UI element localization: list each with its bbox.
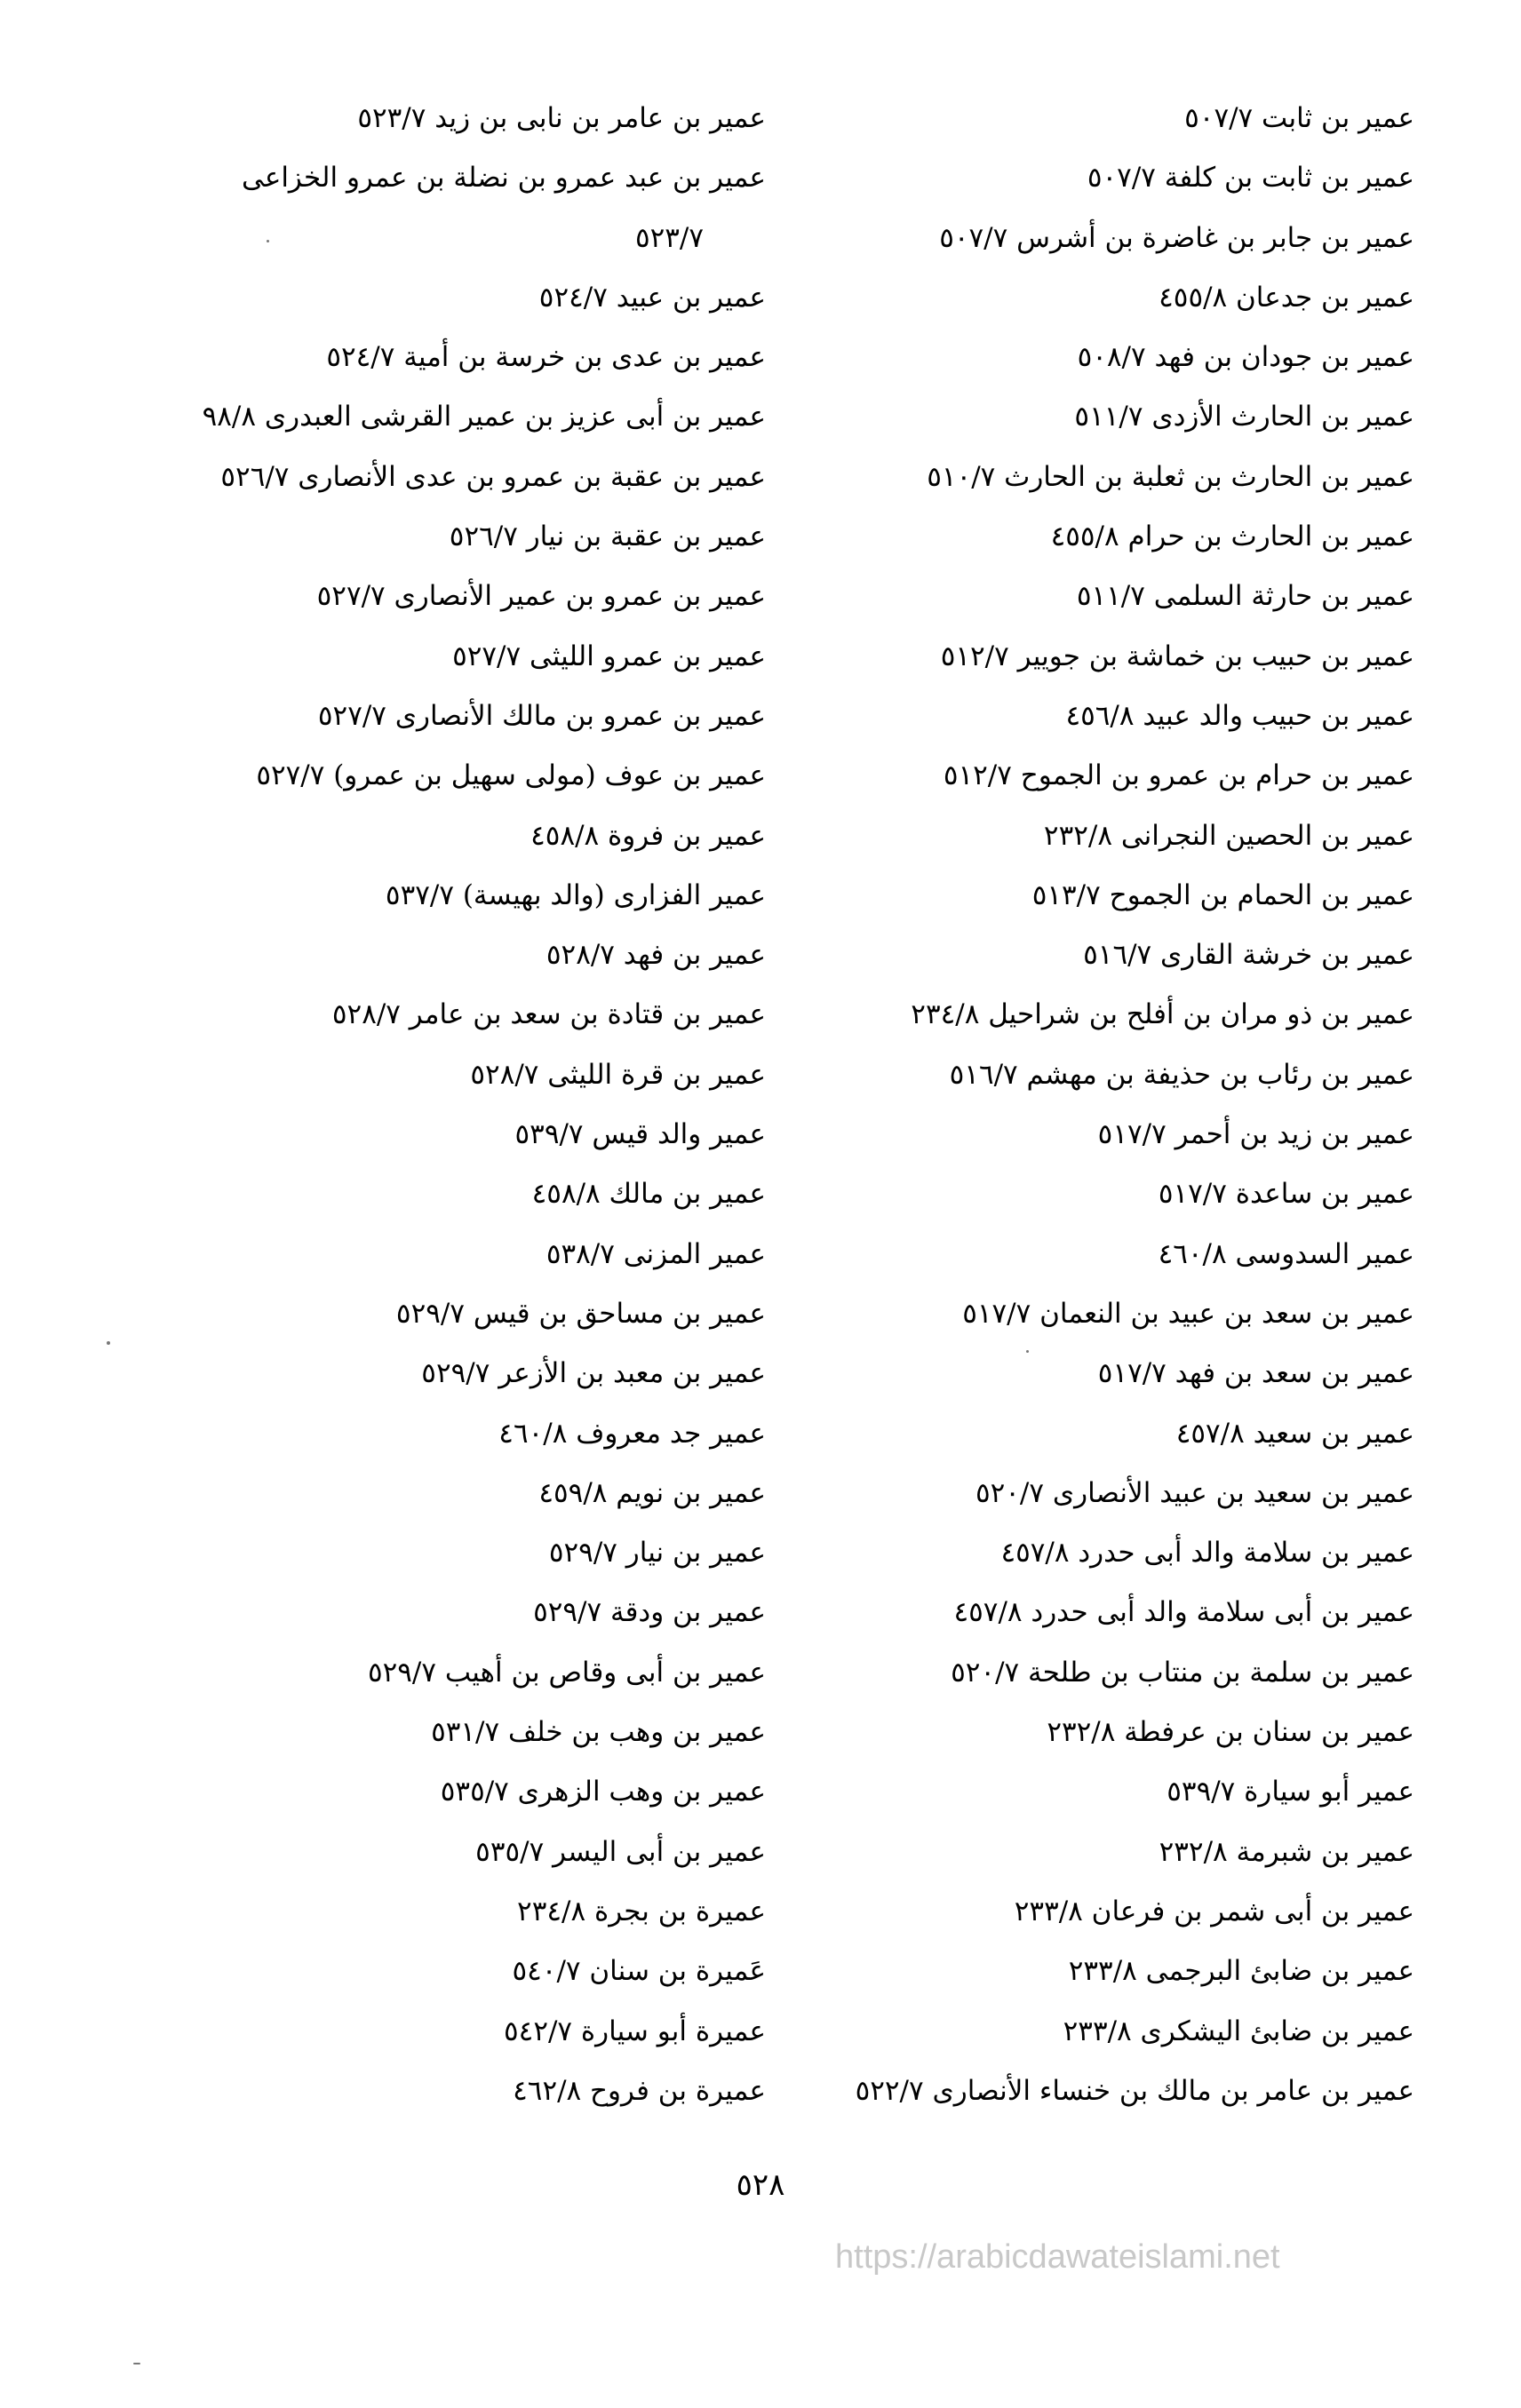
index-entry: عمير بن سعد بن عبيد بن النعمان ٥١٧/٧ <box>962 1297 1414 1330</box>
index-entry: عمير السدوسى ٤٦٠/٨ <box>1158 1237 1414 1270</box>
index-entry: عمير الفزارى (والد بهيسة) ٥٣٧/٧ <box>385 878 766 911</box>
index-entry: عمير بن عدى بن خرسة بن أمية ٥٢٤/٧ <box>326 341 766 374</box>
index-entry: عمير بن ضابئ البرجمى ٢٣٣/٨ <box>1068 1955 1414 1988</box>
index-entry: عمير بن فهد ٥٢٨/٧ <box>545 939 766 972</box>
index-entry: عمير بن سنان بن عرفطة ٢٣٢/٨ <box>1047 1716 1414 1749</box>
index-entry: عمير بن سعيد ٤٥٧/٨ <box>1175 1417 1414 1450</box>
index-entry: عمير بن سعد بن فهد ٥١٧/٧ <box>1097 1357 1414 1390</box>
index-entry: عمير بن أبى سلامة والد أبى حدرد ٤٥٧/٨ <box>953 1596 1414 1629</box>
site-watermark: https://arabicdawateislami.net <box>835 2238 1280 2276</box>
index-entry: عمير بن رئاب بن حذيفة بن مهشم ٥١٦/٧ <box>949 1058 1414 1091</box>
index-entry: عمير بن سلمة بن منتاب بن طلحة ٥٢٠/٧ <box>951 1656 1414 1689</box>
index-entry: عمير بن مالك ٤٥٨/٨ <box>531 1178 766 1211</box>
index-entry: عمير بن أبى اليسر ٥٣٥/٧ <box>475 1835 766 1868</box>
index-entry: عمير بن عوف (مولى سهيل بن عمرو) ٥٢٧/٧ <box>256 759 766 792</box>
index-entry: عمير بن الحارث الأزدى ٥١١/٧ <box>1074 401 1414 433</box>
index-entry: عمير بن أبى وقاص بن أهيب ٥٢٩/٧ <box>367 1656 766 1689</box>
index-entry: عمير بن فروة ٤٥٨/٨ <box>530 819 766 852</box>
scan-speck <box>133 2363 140 2364</box>
index-entry: عمير بن ثابت بن كلفة ٥٠٧/٧ <box>1087 162 1414 195</box>
index-entry: عمير بن جدعان ٤٥٥/٨ <box>1159 281 1414 314</box>
index-entry: عمير بن ضابئ اليشكرى ٢٣٣/٨ <box>1063 2015 1414 2047</box>
index-entry: عمير والد قيس ٥٣٩/٧ <box>514 1118 766 1151</box>
index-entry: عمير بن وهب بن خلف ٥٣١/٧ <box>431 1716 766 1749</box>
index-entry: عمير بن عامر بن مالك بن خنساء الأنصارى ٥٢٢/٧ <box>855 2074 1414 2107</box>
index-entry: عمير بن نيار ٥٢٩/٧ <box>548 1537 766 1570</box>
index-entry: ٥٢٣/٧ <box>634 221 704 254</box>
index-entry: عميرة بن فروح ٤٦٢/٨ <box>513 2074 766 2107</box>
index-entry: عمير بن الحارث بن ثعلبة بن الحارث ٥١٠/٧ <box>927 460 1414 493</box>
index-entry: عمير بن عقبة بن نيار ٥٢٦/٧ <box>449 521 766 553</box>
index-entry: عميرة أبو سيارة ٥٤٢/٧ <box>504 2015 766 2047</box>
index-column-left <box>144 89 766 2121</box>
index-entry: عمير بن ثابت ٥٠٧/٧ <box>1184 102 1414 134</box>
index-entry: عمير بن الحارث بن حرام ٤٥٥/٨ <box>1050 521 1414 553</box>
index-entry: عمير بن عقبة بن عمرو بن عدى الأنصارى ٥٢٦/٧ <box>220 460 766 493</box>
index-entry: عمير بن جودان بن فهد ٥٠٨/٧ <box>1077 341 1414 374</box>
index-entry: عمير بن وهب الزهرى ٥٣٥/٧ <box>440 1776 766 1808</box>
index-entry: عمير بن ذو مران بن أفلح بن شراحيل ٢٣٤/٨ <box>911 998 1414 1031</box>
index-entry: عمير بن حبيب والد عبيد ٤٥٦/٨ <box>1065 699 1414 732</box>
index-entry: عَميرة بن سنان ٥٤٠/٧ <box>512 1955 766 1988</box>
index-entry: عمير بن عبيد ٥٢٤/٧ <box>538 281 766 314</box>
index-entry: عمير بن سعيد بن عبيد الأنصارى ٥٢٠/٧ <box>975 1476 1414 1509</box>
index-entry: عمير جد معروف ٤٦٠/٨ <box>498 1417 766 1450</box>
index-entry: عمير بن عمرو بن مالك الأنصارى ٥٢٧/٧ <box>317 699 766 732</box>
index-entry: عمير بن أبى عزيز بن عمير القرشى العبدرى ٩٨/٨ <box>202 401 766 433</box>
index-entry: عمير بن الحصين النجرانى ٢٣٢/٨ <box>1043 819 1414 852</box>
index-entry: عمير بن الحمام بن الجموح ٥١٣/٧ <box>1031 878 1414 911</box>
index-entry: عمير بن معبد بن الأزعر ٥٢٩/٧ <box>421 1357 766 1390</box>
index-entry: عمير بن خرشة القارى ٥١٦/٧ <box>1083 939 1414 972</box>
index-entry: عمير بن أبى شمر بن فرعان ٢٣٣/٨ <box>1014 1895 1414 1927</box>
index-entry: عمير بن نويم ٤٥٩/٨ <box>538 1476 766 1509</box>
index-entry: عمير بن قرة الليثى ٥٢٨/٧ <box>470 1058 766 1091</box>
page-number: ٥٢٨ <box>736 2167 785 2203</box>
scan-speck <box>1026 1350 1029 1353</box>
index-entry: عمير المزنى ٥٣٨/٧ <box>545 1237 766 1270</box>
index-entry: عمير بن عمرو بن عمير الأنصارى ٥٢٧/٧ <box>316 580 766 613</box>
index-entry: عمير بن زيد بن أحمر ٥١٧/٧ <box>1097 1118 1414 1151</box>
index-entry: عمير بن عامر بن نابى بن زيد ٥٢٣/٧ <box>357 102 766 134</box>
index-entry: عمير بن عبد عمرو بن نضلة بن عمرو الخزاعى <box>241 162 766 195</box>
index-column-right <box>775 89 1414 2121</box>
index-entry: عمير أبو سيارة ٥٣٩/٧ <box>1167 1776 1414 1808</box>
index-entry: عمير بن مساحق بن قيس ٥٢٩/٧ <box>395 1297 766 1330</box>
index-entry: عمير بن جابر بن غاضرة بن أشرس ٥٠٧/٧ <box>939 221 1414 254</box>
index-entry: عمير بن حرام بن عمرو بن الجموح ٥١٢/٧ <box>943 759 1414 792</box>
index-entry: عمير بن حارثة السلمى ٥١١/٧ <box>1076 580 1414 613</box>
index-entry: عميرة بن بجرة ٢٣٤/٨ <box>517 1895 766 1927</box>
index-entry: عمير بن حبيب بن خماشة بن جويير ٥١٢/٧ <box>940 640 1414 672</box>
index-entry: عمير بن ساعدة ٥١٧/٧ <box>1158 1178 1414 1211</box>
scan-speck <box>107 1341 110 1345</box>
index-entry: عمير بن سلامة والد أبى حدرد ٤٥٧/٨ <box>1000 1537 1414 1570</box>
scan-speck <box>267 240 269 242</box>
index-entry: عمير بن ودقة ٥٢٩/٧ <box>533 1596 766 1629</box>
index-entry: عمير بن شبرمة ٢٣٢/٨ <box>1159 1835 1414 1868</box>
index-entry: عمير بن عمرو الليثى ٥٢٧/٧ <box>452 640 766 672</box>
index-entry: عمير بن قتادة بن سعد بن عامر ٥٢٨/٧ <box>331 998 766 1031</box>
